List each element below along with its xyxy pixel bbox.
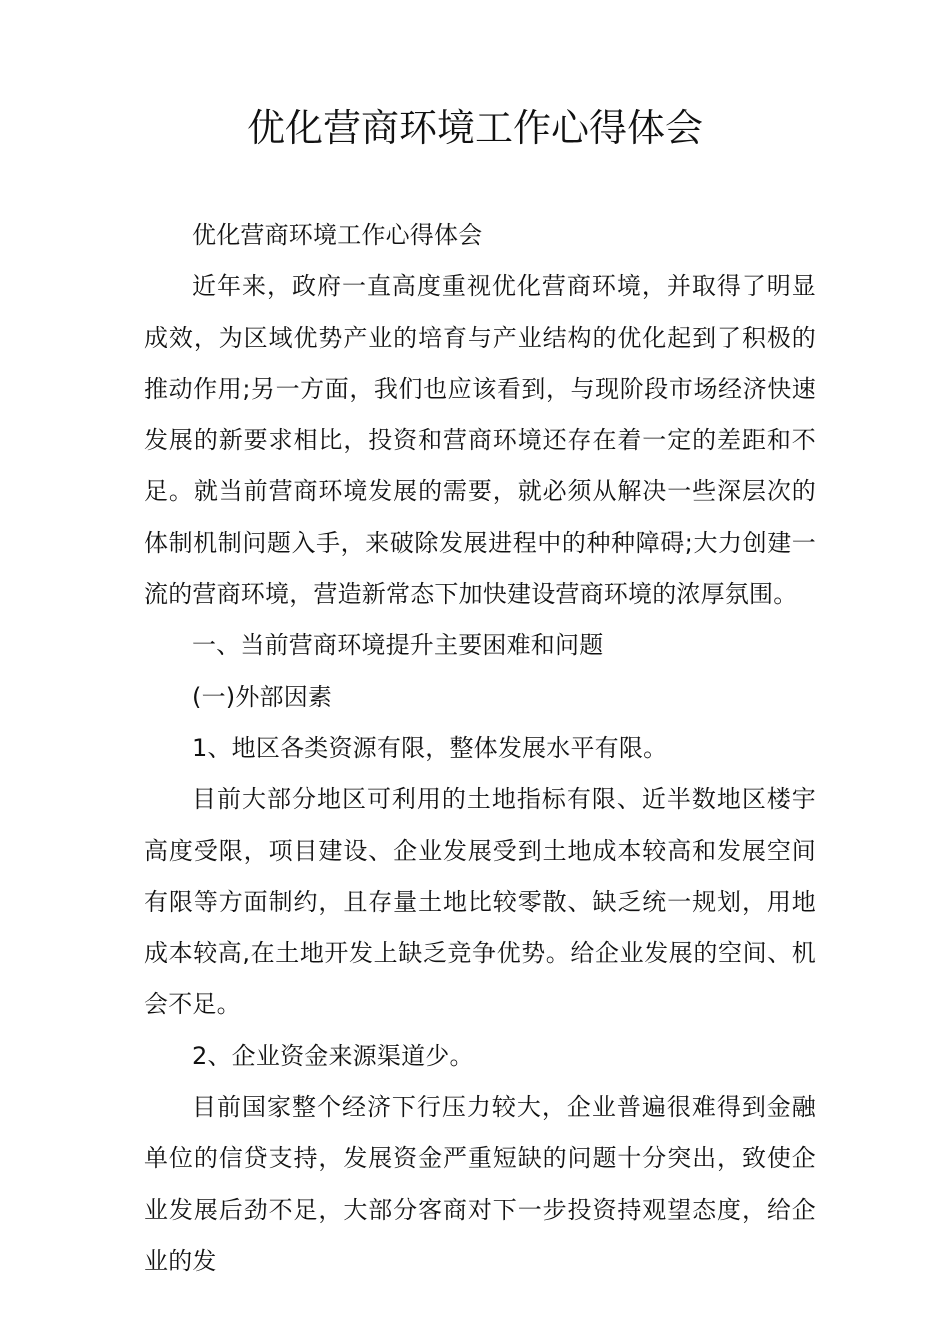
- section-heading-1: 一、当前营商环境提升主要困难和问题: [192, 631, 604, 660]
- paragraph-funding: 目前国家整个经济下行压力较大，企业普遍很难得到金融单位的信贷支持，发展资金严重短缺的问题十分突出，致使企业发展后劲不足，大部分客商对下一步投资持观望态度，给企业的发: [144, 1093, 816, 1275]
- paragraph-intro: 近年来，政府一直高度重视优化营商环境，并取得了明显成效，为区域优势产业的培育与产业结构的优化起到了积极的推动作用;另一方面，我们也应该看到，与现阶段市场经济快速发展的新要求相比，投资和营商环境还存在着一定的差距和不足。就当前营商环境发展的需要，就必须从解决一些深层次的体制机制问题入手，来破除发展进程中的种种障碍;大力创建一流的营商环境，营造新常态下加快建设营商环境的浓厚氛围。: [144, 272, 816, 609]
- paragraph-land-resources: 目前大部分地区可利用的土地指标有限、近半数地区楼宇高度受限，项目建设、企业发展受到土地成本较高和发展空间有限等方面制约，且存量土地比较零散、缺乏统一规划，用地成本较高,在土地开发上缺乏竞争优势。给企业发展的空间、机会不足。: [144, 785, 816, 1019]
- paragraph-subtitle: 优化营商环境工作心得体会: [192, 221, 483, 249]
- document-body: [144, 210, 816, 1287]
- document-title: 优化营商环境工作心得体会: [246, 106, 703, 150]
- item-heading-2: 2、企业资金来源渠道少。: [192, 1041, 474, 1070]
- item-heading-1: 1、地区各类资源有限，整体发展水平有限。: [192, 733, 668, 762]
- subsection-heading-external: (一)外部因素: [192, 682, 333, 711]
